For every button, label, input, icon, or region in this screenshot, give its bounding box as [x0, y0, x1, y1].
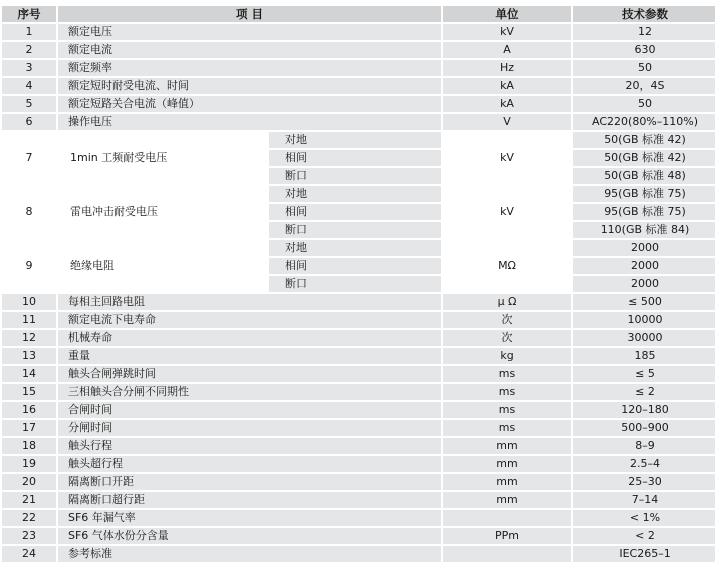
- table-row: [2, 528, 715, 544]
- table-row: [2, 510, 715, 526]
- row-unit: A: [443, 42, 571, 58]
- sub-label: 对地: [269, 240, 441, 256]
- row-value: 50: [573, 60, 715, 76]
- row-value: IEC265–1: [573, 546, 715, 562]
- row-value: 185: [573, 348, 715, 364]
- row-item: 1min 工频耐受电压: [58, 132, 267, 184]
- row-seq: 15: [2, 384, 56, 400]
- row-unit: kA: [443, 78, 571, 94]
- sub-value: 2000: [573, 276, 715, 292]
- row-unit: [443, 546, 571, 562]
- row-value: 25–30: [573, 474, 715, 490]
- row-seq: 8: [2, 186, 56, 238]
- row-item: 触头行程: [58, 438, 441, 454]
- table-row-group: [2, 132, 715, 148]
- row-item: 额定电压: [58, 24, 441, 40]
- row-item: 参考标准: [58, 546, 441, 562]
- row-seq: 23: [2, 528, 56, 544]
- row-item: 雷电冲击耐受电压: [58, 186, 267, 238]
- row-value: < 2: [573, 528, 715, 544]
- row-value: 12: [573, 24, 715, 40]
- row-value: ≤ 5: [573, 366, 715, 382]
- table-row-group: [2, 186, 715, 202]
- sub-label: 相间: [269, 204, 441, 220]
- row-item: 额定短路关合电流（峰值）: [58, 96, 441, 112]
- header-seq: 序号: [2, 6, 56, 22]
- row-item: 额定短时耐受电流、时间: [58, 78, 441, 94]
- table-row: [2, 42, 715, 58]
- row-item: 额定电流下电寿命: [58, 312, 441, 328]
- row-value: 50: [573, 96, 715, 112]
- sub-label: 断口: [269, 168, 441, 184]
- row-item: 绝缘电阻: [58, 240, 267, 292]
- row-seq: 17: [2, 420, 56, 436]
- header-item: 项 目: [58, 6, 441, 22]
- row-unit: 次: [443, 312, 571, 328]
- row-value: 30000: [573, 330, 715, 346]
- table-row: [2, 24, 715, 40]
- row-value: AC220(80%–110%): [573, 114, 715, 130]
- table-row: [2, 384, 715, 400]
- row-item: 触头超行程: [58, 456, 441, 472]
- table-row: [2, 474, 715, 490]
- row-seq: 2: [2, 42, 56, 58]
- row-item: 分闸时间: [58, 420, 441, 436]
- row-item: SF6 年漏气率: [58, 510, 441, 526]
- row-value: 120–180: [573, 402, 715, 418]
- table-row-group: [2, 240, 715, 256]
- row-item: SF6 气体水份分含量: [58, 528, 441, 544]
- row-seq: 10: [2, 294, 56, 310]
- sub-label: 相间: [269, 150, 441, 166]
- row-seq: 3: [2, 60, 56, 76]
- sub-label: 对地: [269, 132, 441, 148]
- row-unit: μ Ω: [443, 294, 571, 310]
- technical-parameters-table: [0, 4, 715, 564]
- row-value: 8–9: [573, 438, 715, 454]
- header-unit: 单位: [443, 6, 571, 22]
- row-seq: 7: [2, 132, 56, 184]
- row-unit: ms: [443, 366, 571, 382]
- row-seq: 1: [2, 24, 56, 40]
- row-seq: 6: [2, 114, 56, 130]
- spec-table-container: [0, 4, 715, 564]
- row-unit: V: [443, 114, 571, 130]
- row-item: 操作电压: [58, 114, 441, 130]
- row-value: ≤ 2: [573, 384, 715, 400]
- sub-value: 2000: [573, 240, 715, 256]
- row-item: 隔离断口超行距: [58, 492, 441, 508]
- row-unit: PPm: [443, 528, 571, 544]
- row-value: 500–900: [573, 420, 715, 436]
- sub-label: 相间: [269, 258, 441, 274]
- row-seq: 18: [2, 438, 56, 454]
- row-seq: 22: [2, 510, 56, 526]
- row-value: 630: [573, 42, 715, 58]
- row-item: 额定频率: [58, 60, 441, 76]
- table-row: [2, 438, 715, 454]
- row-seq: 4: [2, 78, 56, 94]
- sub-value: 2000: [573, 258, 715, 274]
- row-item: 触头合闸弹跳时间: [58, 366, 441, 382]
- table-row: [2, 96, 715, 112]
- row-seq: 19: [2, 456, 56, 472]
- row-seq: 21: [2, 492, 56, 508]
- row-unit: ms: [443, 402, 571, 418]
- sub-value: 110(GB 标准 84): [573, 222, 715, 238]
- sub-label: 断口: [269, 222, 441, 238]
- row-unit: mm: [443, 438, 571, 454]
- sub-value: 50(GB 标准 42): [573, 150, 715, 166]
- sub-label: 对地: [269, 186, 441, 202]
- header-param: 技术参数: [573, 6, 715, 22]
- table-row: [2, 294, 715, 310]
- row-item: 机械寿命: [58, 330, 441, 346]
- table-row: [2, 312, 715, 328]
- row-item: 三相触头合分闸不同期性: [58, 384, 441, 400]
- table-row: [2, 114, 715, 130]
- row-value: < 1%: [573, 510, 715, 526]
- row-value: 2.5–4: [573, 456, 715, 472]
- row-unit: mm: [443, 492, 571, 508]
- table-header-row: [2, 6, 715, 22]
- row-unit: kV: [443, 186, 571, 238]
- row-seq: 12: [2, 330, 56, 346]
- row-seq: 13: [2, 348, 56, 364]
- row-unit: MΩ: [443, 240, 571, 292]
- table-row: [2, 492, 715, 508]
- row-seq: 14: [2, 366, 56, 382]
- row-value: 20，4S: [573, 78, 715, 94]
- row-unit: mm: [443, 474, 571, 490]
- sub-value: 50(GB 标准 42): [573, 132, 715, 148]
- sub-value: 95(GB 标准 75): [573, 186, 715, 202]
- row-value: ≤ 500: [573, 294, 715, 310]
- row-unit: kA: [443, 96, 571, 112]
- table-row: [2, 330, 715, 346]
- row-unit: kg: [443, 348, 571, 364]
- row-item: 额定电流: [58, 42, 441, 58]
- sub-value: 50(GB 标准 48): [573, 168, 715, 184]
- table-row: [2, 366, 715, 382]
- row-item: 重量: [58, 348, 441, 364]
- row-value: 7–14: [573, 492, 715, 508]
- row-value: 10000: [573, 312, 715, 328]
- table-row: [2, 546, 715, 562]
- table-row: [2, 402, 715, 418]
- row-item: 隔离断口开距: [58, 474, 441, 490]
- row-seq: 5: [2, 96, 56, 112]
- row-item: 每相主回路电阻: [58, 294, 441, 310]
- row-item: 合闸时间: [58, 402, 441, 418]
- table-row: [2, 456, 715, 472]
- sub-value: 95(GB 标准 75): [573, 204, 715, 220]
- row-unit: ms: [443, 384, 571, 400]
- row-unit: kV: [443, 132, 571, 184]
- row-unit: [443, 510, 571, 526]
- table-row: [2, 420, 715, 436]
- row-unit: kV: [443, 24, 571, 40]
- sub-label: 断口: [269, 276, 441, 292]
- row-seq: 9: [2, 240, 56, 292]
- table-row: [2, 60, 715, 76]
- row-seq: 20: [2, 474, 56, 490]
- table-row: [2, 78, 715, 94]
- row-unit: 次: [443, 330, 571, 346]
- row-unit: Hz: [443, 60, 571, 76]
- row-seq: 24: [2, 546, 56, 562]
- row-unit: ms: [443, 420, 571, 436]
- row-seq: 11: [2, 312, 56, 328]
- table-row: [2, 348, 715, 364]
- row-seq: 16: [2, 402, 56, 418]
- row-unit: mm: [443, 456, 571, 472]
